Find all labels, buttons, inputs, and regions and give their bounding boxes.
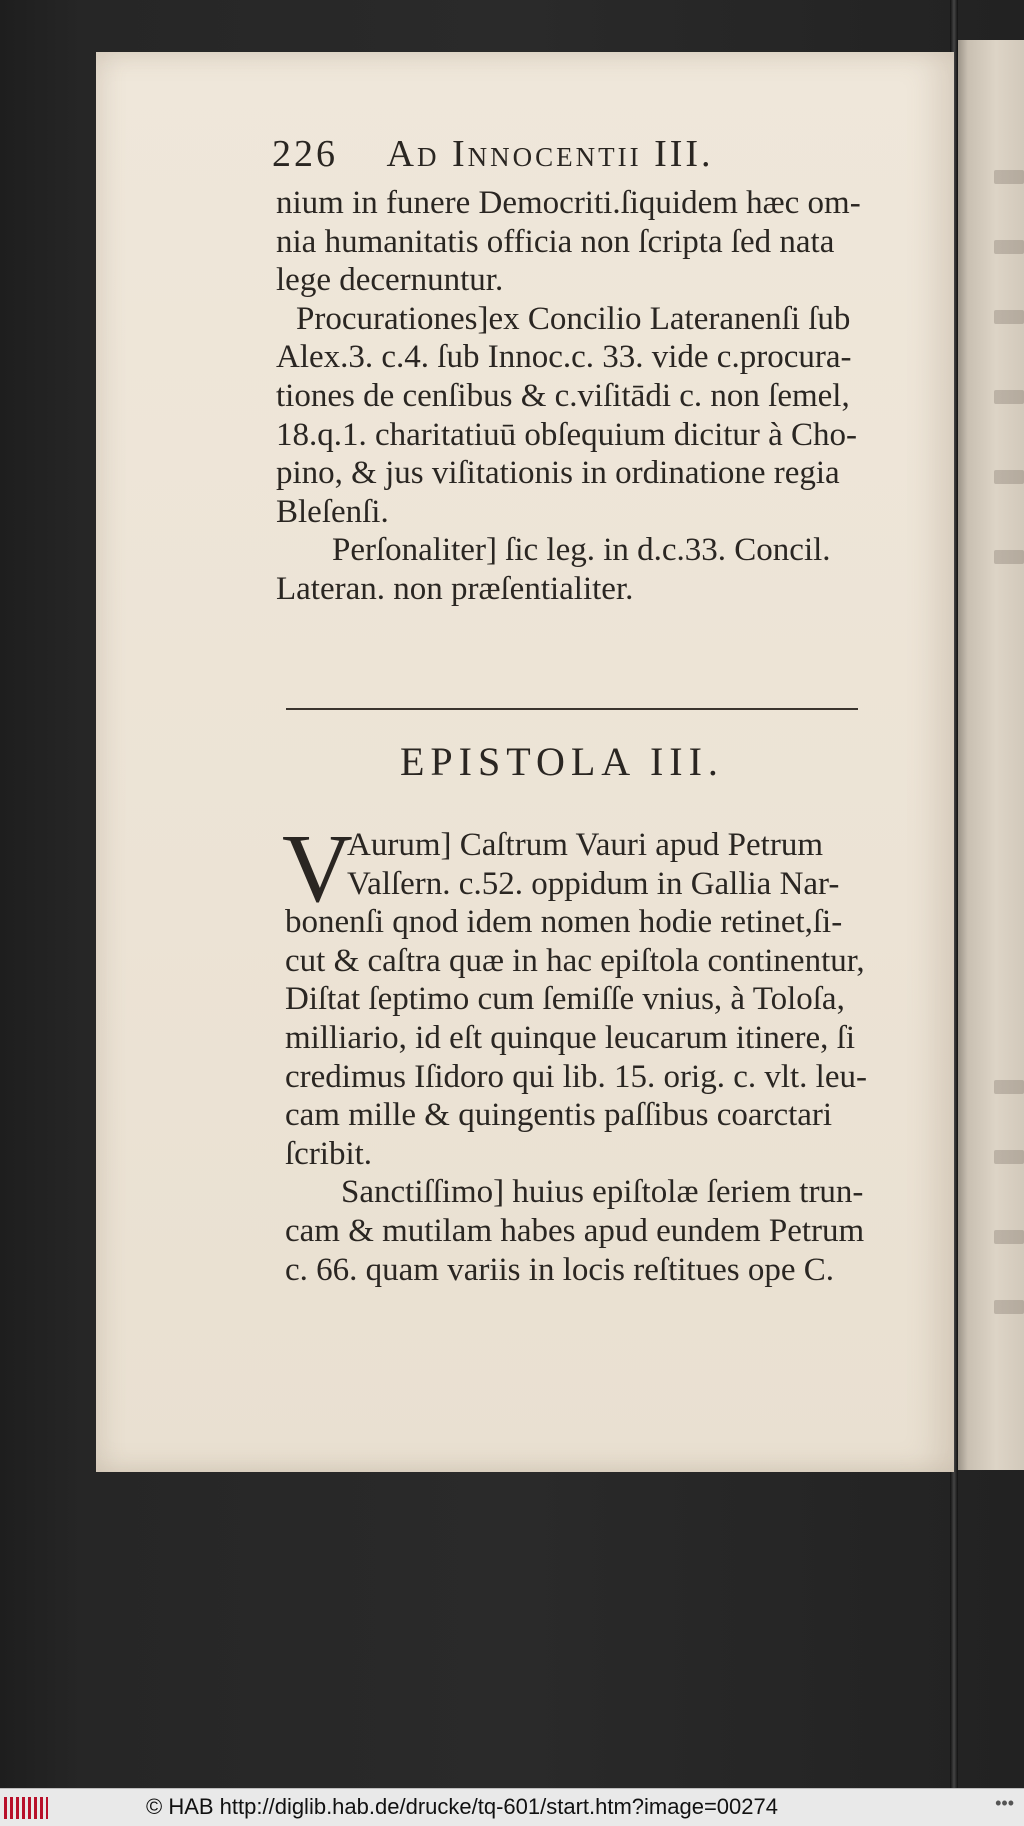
text-line: Perſonaliter] ſic leg. in d.c.33. Concil. [332,532,831,569]
viewer-footer [0,1788,1024,1826]
facing-page-edge [954,40,1024,1470]
running-title: Ad Innocentii III. [386,133,714,175]
commentary-block-2 [285,826,867,1289]
commentary-block-1 [276,184,861,609]
drop-cap: V [282,815,353,923]
text-line: tiones de cenſibus & c.viſitādi c. non ſemel, [276,377,850,414]
text-line: Valſern. c.52. oppidum in Gallia Nar- [347,865,840,902]
text-line: Bleſenſi. [276,493,389,530]
text-line: ſcribit. [285,1135,373,1172]
text-line: Diſtat ſeptimo cum ſemiſſe vnius, à Toloſa, [285,981,845,1018]
section-divider [286,708,858,710]
text-line: credimus Iſidoro qui lib. 15. orig. c. vlt. leu- [285,1058,867,1095]
text-line: nium in funere Democriti.ſiquidem hæc om- [276,185,861,221]
text-line: c. 66. quam variis in locis reſtitues ope C. [285,1251,834,1288]
copyright-link[interactable]: © HAB http://diglib.hab.de/drucke/tq-601/start.htm?image=00274 [146,1794,778,1819]
text-line: pino, & jus viſitationis in ordinatione regia [276,455,840,492]
text-line: Lateran. non præſentialiter. [276,570,634,607]
section-heading: EPISTOLA III. [400,739,724,784]
text-line: lege decernuntur. [276,262,504,299]
running-header [272,132,714,176]
more-options-icon[interactable]: ••• [995,1793,1014,1813]
text-line: cut & caſtra quæ in hac epiſtola continentur, [285,942,865,979]
text-line: Aurum] Caſtrum Vauri apud Petrum [347,827,823,863]
text-line: Alex.3. c.4. ſub Innoc.c. 33. vide c.procura- [276,339,852,376]
hab-logo-icon [4,1797,48,1819]
text-line: 18.q.1. charitatiuū obſequium dicitur à Cho- [276,416,858,453]
text-line: cam mille & quingentis paſſibus coarctari [285,1097,833,1134]
text-line: cam & mutilam habes apud eundem Petrum [285,1212,865,1249]
text-line: nia humanitatis officia non ſcripta ſed nata [276,223,835,260]
text-line: bonenſi qnod idem nomen hodie retinet,ſi- [285,904,843,941]
text-line: Sanctiſſimo] huius epiſtolæ ſeriem trun- [341,1174,864,1211]
text-line: Procurationes]ex Concilio Lateranenſi ſub [296,300,851,337]
page-number: 226 [272,133,338,175]
text-line: milliario, id eſt quinque leucarum itinere, ſi [285,1019,856,1056]
